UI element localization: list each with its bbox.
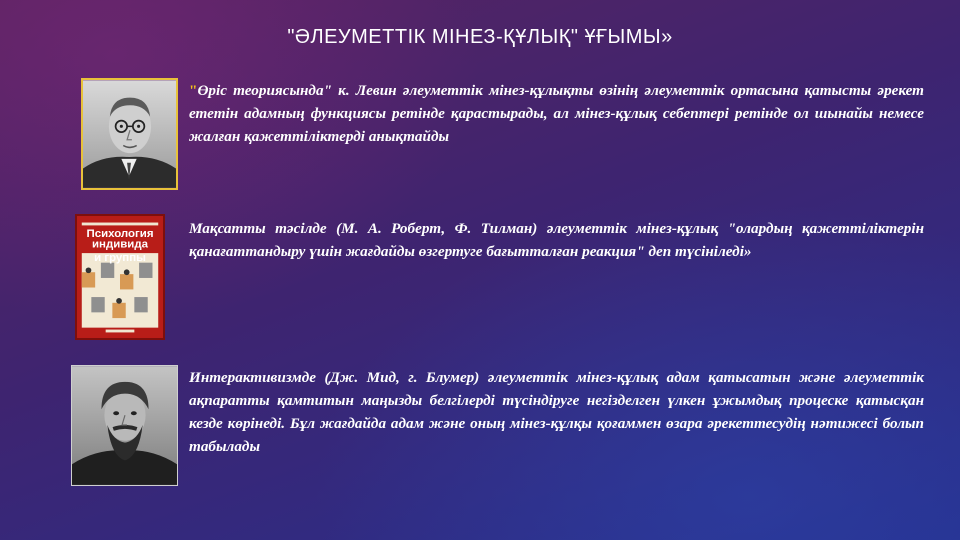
book-cover-icon	[77, 216, 163, 338]
portrait-photo-icon	[83, 80, 176, 188]
lewin-paragraph	[189, 79, 924, 148]
paragraph-text: Өріс теориясында" к. Левин әлеуметтік мінез-құлықты өзінің әлеуметтік ортасына қатысты әрекет ететін адамның функциясы ретінде қарастырады, ал мінез-құлық себептері ретінде ол шынайы немесе жалған қажеттіліктерді анықтайды	[189, 82, 924, 145]
book-title-line-1: Психология	[86, 227, 154, 240]
quote-mark: "	[189, 82, 198, 99]
mead-portrait	[71, 365, 178, 486]
portrait-photo-icon	[72, 366, 177, 485]
interactionism-paragraph: Интерактивизмде (Дж. Мид, г. Блумер) әлеуметтік мінез-құлық адам қатысатын және әлеуметтік ақпаратты қамтитын маңызды белгілерді түсіндіруге негізделген үлкен ұжымдық процеске қатысқан кезде көрінеді. Бұл жағдайда адам және оның мінез-құлқы қоғаммен өзара әрекеттесудің нәтижесі болып табылады	[189, 369, 924, 455]
slide-title: "ӘЛЕУМЕТТІК МІНЕЗ-ҚҰЛЫҚ" ҰҒЫМЫ»	[287, 26, 673, 48]
book-cover	[75, 214, 165, 340]
goal-approach-paragraph: Мақсатты тәсілде (М. А. Роберт, Ф. Тилман) әлеуметтік мінез-құлық "олардың қажеттіліктерін қанағаттандыру үшін жағдайды өзгертуге бағытталған реакция" деп түсініледі»	[189, 220, 924, 260]
lewin-portrait	[81, 78, 178, 190]
book-title-line-3: и группы	[94, 251, 146, 264]
book-title-line-2: индивида	[92, 238, 148, 251]
